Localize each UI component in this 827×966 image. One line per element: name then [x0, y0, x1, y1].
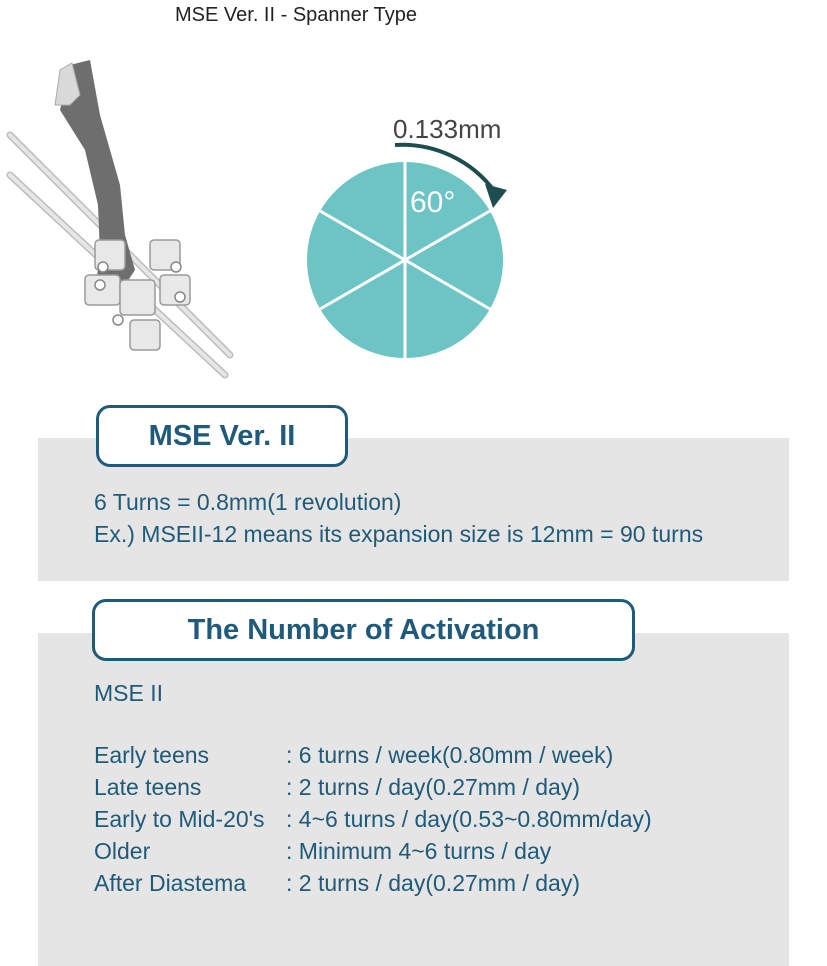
activation-value: : Minimum 4~6 turns / day [286, 838, 552, 864]
rotation-diagram [290, 108, 520, 363]
distance-label: 0.133mm [393, 114, 502, 144]
age-label: After Diastema [94, 870, 247, 896]
age-label: Early to Mid-20's [94, 806, 265, 832]
section-tab-activation: The Number of Activation [92, 599, 635, 661]
activation-row [94, 739, 652, 771]
info-line: Ex.) MSEII-12 means its expansion size is 12mm = 90 turns [94, 521, 704, 547]
activation-value: : 6 turns / week(0.80mm / week) [286, 742, 614, 768]
activation-row [94, 867, 652, 899]
activation-row [94, 771, 652, 803]
age-label: Late teens [94, 774, 202, 800]
activation-row [94, 803, 652, 835]
activation-value: : 2 turns / day(0.27mm / day) [286, 870, 581, 896]
page-title: MSE Ver. II - Spanner Type [175, 4, 417, 26]
spanner-illustration [0, 55, 240, 385]
angle-label: 60° [410, 186, 456, 219]
section-tab-mse: MSE Ver. II [96, 405, 348, 467]
activation-value: : 4~6 turns / day(0.53~0.80mm/day) [286, 806, 652, 832]
activation-row [94, 835, 652, 867]
mse-info-text [94, 486, 703, 550]
activation-subtitle: MSE II [94, 680, 164, 706]
activation-value: : 2 turns / day(0.27mm / day) [286, 774, 581, 800]
info-line: 6 Turns = 0.8mm(1 revolution) [94, 489, 402, 515]
age-label: Early teens [94, 742, 210, 768]
age-label: Older [94, 838, 151, 864]
activation-table [94, 739, 652, 899]
